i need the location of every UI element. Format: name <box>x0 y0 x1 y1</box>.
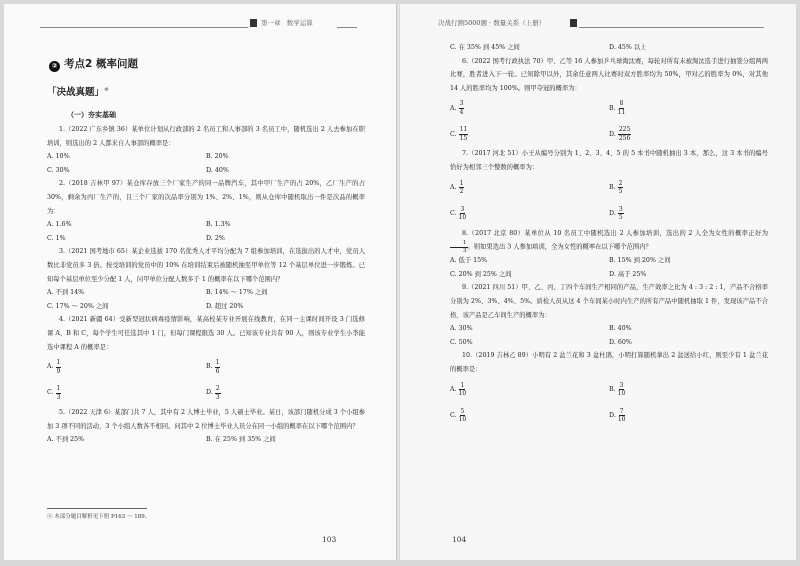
answer-option <box>609 201 768 227</box>
fraction <box>215 359 221 375</box>
fraction <box>618 382 626 398</box>
answer-option <box>450 121 609 147</box>
question-text: 9.（2021 四川 51）甲、乙、丙、丁四个车间生产相同的产品，生产效率之比为 4 : 3 : 2 : 1，产品不合格率分别为 2%、3%、4%、5%。质检人员从这 4 个车间某小时内生产的所有产品中随机抽取 1 件，发现该产品不合格，该产品是乙车间生产的概率为： <box>450 284 768 319</box>
option-label: A. <box>47 363 54 371</box>
fraction <box>459 408 467 424</box>
answer-option: B. 1.3% <box>206 221 231 229</box>
answer-option: D. 超过 20% <box>206 302 244 310</box>
fraction-numerator: 225 <box>618 126 631 134</box>
answer-option: D. 60% <box>609 338 632 346</box>
answer-option: C. 在 35% 到 45% 之间 <box>450 44 520 51</box>
fraction-numerator: 1 <box>56 385 61 393</box>
answer-option: C. 50% <box>450 338 473 346</box>
header-marker <box>570 19 577 27</box>
left-header <box>261 18 313 27</box>
answer-option <box>206 354 365 380</box>
option-label: C. <box>450 130 457 138</box>
answer-option: B. 15% 到 20% 之间 <box>609 257 671 265</box>
fraction-numerator: 1 <box>460 381 465 389</box>
fraction-numerator: 2 <box>215 385 220 393</box>
answer-options <box>450 377 768 429</box>
fraction-numerator: 1 <box>450 240 468 248</box>
fraction <box>618 408 626 424</box>
fraction-denominator: 10 <box>458 416 467 424</box>
answer-option <box>47 380 206 406</box>
answer-option: D. 高于 25% <box>609 270 647 278</box>
answer-option: A. 1.6% <box>47 221 72 229</box>
question-text-part: 。则如果选出 3 人参加培训，全为女性的概率在以下哪个范围内？ <box>467 243 652 251</box>
fraction-numerator: 11 <box>459 126 468 134</box>
fraction-denominator: 15 <box>459 134 468 142</box>
option-label: D. <box>609 411 616 419</box>
answer-option: A. 低于 15% <box>450 257 488 265</box>
answer-option: A. 不到 25% <box>47 436 85 444</box>
fraction-denominator: 10 <box>617 390 626 398</box>
option-label: A. <box>450 104 457 112</box>
question-text <box>450 227 768 255</box>
question <box>47 313 365 406</box>
answer-option: B. 在 25% 到 35% 之间 <box>206 436 276 444</box>
question <box>450 281 768 349</box>
fraction-denominator: 11 <box>617 108 626 116</box>
subsection-heading: （一）夯实基础 <box>67 110 116 119</box>
fraction <box>459 180 465 196</box>
option-label: D. <box>609 130 616 138</box>
inline-fraction <box>450 240 468 254</box>
answer-options <box>450 41 768 55</box>
option-label: C. <box>450 209 457 217</box>
fraction-denominator: 10 <box>617 416 626 424</box>
fraction-numerator: 1 <box>459 179 464 187</box>
answer-option: C. 30% <box>47 166 70 174</box>
question-text: 4.（2021 新疆 64）受新型冠状病毒疫情影响，某高校某专业开展在线教育，在同一主课时间开设 3 门选修课 A、B 和 C，每个学生可任选其中 1 门，但每门课程限选 30 人。已知该专业共有 90 人，则该专业学生小李能选中课程 A 的概率是： <box>47 316 365 351</box>
answer-option: D. 2% <box>206 234 225 242</box>
footnote-mark: ® <box>104 86 110 93</box>
question <box>450 55 768 148</box>
fraction <box>56 359 62 375</box>
answer-option <box>450 403 609 429</box>
page-number: 103 <box>322 535 337 544</box>
fraction-numerator: 3 <box>619 381 624 389</box>
answer-options <box>47 218 365 245</box>
fraction <box>618 206 624 222</box>
answer-options <box>47 150 365 177</box>
fraction-denominator: 10 <box>458 390 467 398</box>
fraction-denominator: 6 <box>215 367 220 375</box>
right-header: 决战行测5000题 · 数量关系（上册） <box>438 19 546 27</box>
option-label: B. <box>609 385 616 393</box>
answer-option <box>206 380 365 406</box>
fraction <box>459 206 467 222</box>
option-label: A. <box>450 183 457 191</box>
answer-options <box>450 322 768 349</box>
answer-option: A. 30% <box>450 325 473 333</box>
option-label: B. <box>609 183 616 191</box>
question-text: 10.（2019 吉林乙 89）小明有 2 盆兰花和 3 盆杜鹃，小明打算随机拿出 2 盆送给小红，则至少有 1 盆兰花的概率是： <box>450 352 768 373</box>
fraction-denominator: 4 <box>459 108 464 116</box>
fraction <box>459 100 465 116</box>
answer-options <box>47 354 365 406</box>
question <box>47 406 365 447</box>
answer-option <box>609 121 768 147</box>
fraction-numerator: 3 <box>618 205 623 213</box>
answer-option <box>450 175 609 201</box>
question-text: 5.（2022 天津 6）某部门共 7 人，其中有 2 人博士毕业，5 人硕士毕业。某日，该部门随机分成 3 个小组参加 3 项不同的活动，3 个小组人数各不相同。问其中 2 位博士毕业人员分在同一小组的概率在以下哪个范围内？ <box>47 409 365 430</box>
question <box>450 147 768 226</box>
fraction-denominator: 3 <box>56 393 61 401</box>
fraction-numerator: 8 <box>619 100 624 108</box>
answer-option: B. 20% <box>206 153 229 161</box>
question-text: 2.（2018 吉林甲 97）某仓库存放三个厂家生产的同一品牌汽车，其中甲厂生产的占 20%，乙厂生产的占 30%，剩余为丙厂生产的，且三个厂家的次品率分别为 1%、2%、1%，则从仓库中随机取出一件是次品的概率为： <box>47 180 365 215</box>
answer-option <box>450 95 609 121</box>
answer-option: C. 20% 到 25% 之间 <box>450 270 512 278</box>
fraction-numerator: 3 <box>459 100 464 108</box>
fraction <box>618 100 626 116</box>
fraction-denominator: 3 <box>215 393 220 401</box>
fraction <box>618 180 624 196</box>
answer-option <box>609 175 768 201</box>
answer-option: C. 1% <box>47 234 66 242</box>
fraction-denominator: 9 <box>56 367 61 375</box>
fraction <box>459 382 467 398</box>
question-text: 6.（2022 国考行政执法 70）甲、乙等 16 人参加乒乓球淘汰赛，每轮对所有未被淘汰选手进行抽签分组两两比赛，胜者进入下一轮。已知除甲以外，其余任意两人比赛时双方胜率均为 50%，甲对乙的胜率为 0%，对其他 14 人的胜率均为 100%。则甲夺冠的概率为： <box>450 57 768 92</box>
answer-option: C. 17% ～ 20% 之间 <box>47 302 109 310</box>
section-title-text: 考点2 概率问题 <box>64 58 138 70</box>
option-label: D. <box>206 389 213 397</box>
answer-option <box>609 95 768 121</box>
answer-option <box>47 354 206 380</box>
answer-options <box>47 286 365 313</box>
question-text: 3.（2021 国考地市 65）某企业选拔 170 名优秀人才平均分配为 7 组参加培训，在选拔出的人才中，党员人数比非党员多 3 倍。按受培训的党员中的 10% 在培训结束后被随机抽至甲单位等 12 个基层单位进一步锻炼。已知每个基层单位至少分配 1 人，问甲单位分配人数多于 1 的概率在以下哪个范围内？ <box>47 248 365 283</box>
fraction-denominator: 3 <box>463 247 467 254</box>
option-label: C. <box>450 411 457 419</box>
answer-options <box>450 95 768 147</box>
answer-option: A. 不到 14% <box>47 289 85 297</box>
right-page <box>400 4 796 560</box>
answer-option: D. 45% 以上 <box>609 44 647 51</box>
answer-option <box>450 377 609 403</box>
option-label: C. <box>47 389 54 397</box>
footnote: ④ 本部分题目解析见下册 P163 ～ 189。 <box>47 514 151 520</box>
footnote-rule <box>47 508 147 509</box>
fraction <box>459 126 469 142</box>
answer-option: B. 14% ～ 17% 之间 <box>206 289 268 297</box>
question-text: 7.（2017 河北 51）小王从编号分别为 1、2、3、4、5 的 5 本书中随机抽出 3 本，那么，这 3 本书的编号恰好为相邻三个整数的概率为： <box>450 150 768 171</box>
answer-option: A. 10% <box>47 153 70 161</box>
header-rule <box>579 27 764 28</box>
fraction <box>56 385 62 401</box>
question-text: 1.（2022 广东乡镇 36）某单位计划从行政部的 2 名员工和人事部的 3 名员工中，随机选出 2 人去参加在职培训，则选出的 2 人都来自人事部的概率是： <box>47 126 365 147</box>
question <box>47 245 365 313</box>
fraction <box>215 385 221 401</box>
header-rule-end <box>337 27 357 28</box>
fraction-denominator: 256 <box>618 134 631 142</box>
left-page <box>4 4 396 560</box>
question-text-part: 8.（2017 北京 80）某单位从 10 名员工中随机选出 2 人参加培训，选出的 2 人全为女性的概率正好为 <box>462 229 768 237</box>
header-rule <box>40 27 248 28</box>
fraction <box>618 126 631 142</box>
fraction-numerator: 3 <box>460 205 465 213</box>
option-label: B. <box>609 104 616 112</box>
fraction-denominator: 5 <box>618 214 623 222</box>
answer-options <box>47 433 365 447</box>
page-number: 104 <box>452 535 467 544</box>
answer-option <box>450 201 609 227</box>
answer-option: D. 40% <box>206 166 229 174</box>
chapter-label: 第一章 <box>261 19 281 27</box>
answer-option <box>609 403 768 429</box>
question <box>47 177 365 245</box>
option-label: D. <box>609 209 616 217</box>
section-number-icon: ② <box>49 61 60 72</box>
fraction-numerator: 2 <box>618 179 623 187</box>
fraction-denominator: 10 <box>458 214 467 222</box>
sub-title: 「决战真题」® <box>47 86 110 98</box>
fraction-numerator: 1 <box>215 359 220 367</box>
question <box>450 349 768 428</box>
left-questions <box>47 123 365 447</box>
fraction-numerator: 5 <box>460 407 465 415</box>
sub-title-text: 决战真题 <box>56 87 95 98</box>
fraction-numerator: 1 <box>56 359 61 367</box>
chapter-title: 数学运算 <box>286 19 313 27</box>
question <box>47 123 365 177</box>
option-label: A. <box>450 385 457 393</box>
answer-options <box>450 175 768 227</box>
answer-option: B. 40% <box>609 325 632 333</box>
section-title <box>49 56 138 72</box>
header-marker <box>250 19 257 27</box>
option-label: B. <box>206 363 213 371</box>
fraction-denominator: 5 <box>618 188 623 196</box>
fraction-numerator: 7 <box>619 407 624 415</box>
fraction-denominator: 2 <box>459 188 464 196</box>
right-questions <box>450 41 768 429</box>
answer-options <box>450 254 768 281</box>
question <box>450 227 768 282</box>
answer-option <box>609 377 768 403</box>
